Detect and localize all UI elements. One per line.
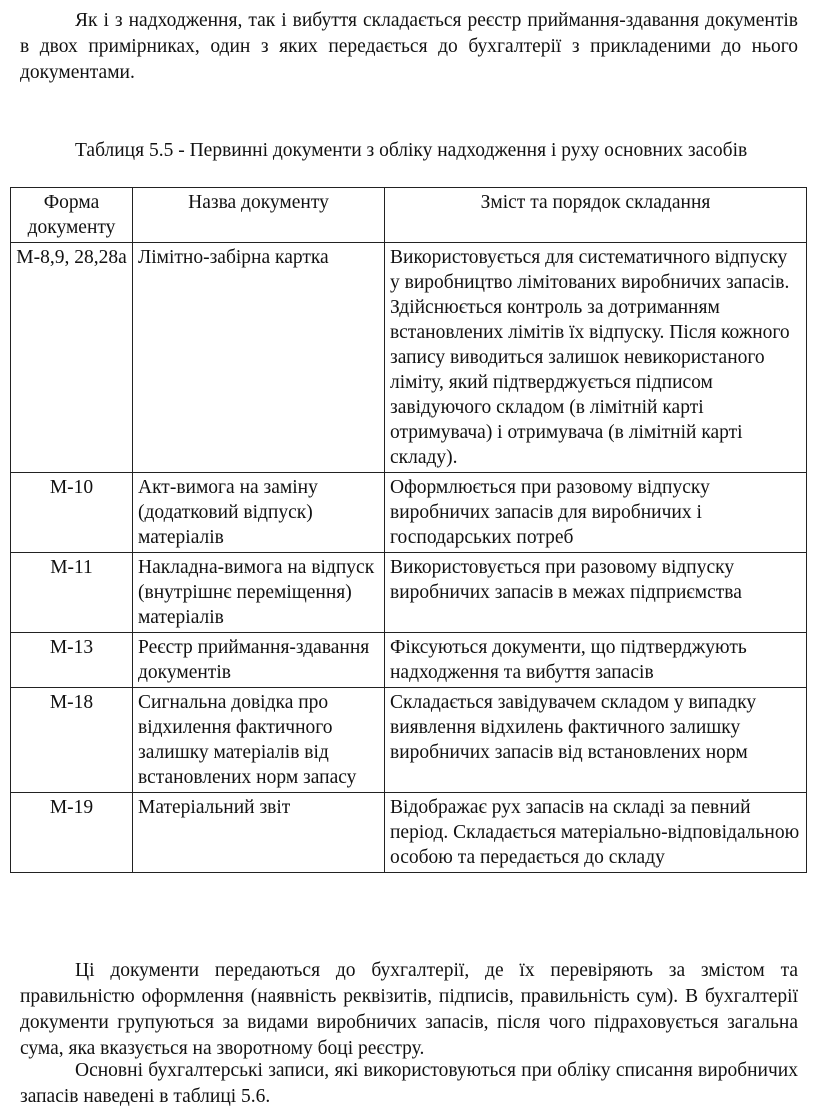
header-content: Зміст та порядок складання — [385, 188, 807, 243]
cell-content: Складається завідувачем складом у випадку виявлення відхилень фактичного залишку виробничих запасів від встановлених норм — [385, 688, 807, 793]
cell-content: Оформлюється при разовому відпуску виробничих запасів для виробничих і господарських потреб — [385, 473, 807, 553]
cell-form: М-18 — [11, 688, 133, 793]
header-form: Форма документу — [11, 188, 133, 243]
cell-form: М-10 — [11, 473, 133, 553]
cell-content: Фіксуються документи, що підтверджують надходження та вибуття запасів — [385, 633, 807, 688]
table-row — [11, 553, 807, 633]
header-name: Назва документу — [133, 188, 385, 243]
table-row — [11, 473, 807, 553]
cell-name: Матеріальний звіт — [133, 793, 385, 873]
cell-content: Використовується при разовому відпуску виробничих запасів в межах підприємства — [385, 553, 807, 633]
paragraph-3: Основні бухгалтерські записи, які використовуються при обліку списання виробничих запасів наведені в таблиці 5.6. — [20, 1060, 798, 1107]
cell-name: Акт-вимога на заміну (додатковий відпуск) матеріалів — [133, 473, 385, 553]
cell-name: Лімітно-забірна картка — [133, 243, 385, 473]
cell-content: Використовується для систематичного відпуску у виробництво лімітованих виробничих запасів. Здійснюється контроль за дотриманням встановлених лімітів їх відпуску. Після кожного запису виводиться залишок невикористаного ліміту, який підтверджується підписом завідуючого складом (в лімітній карті отримувача) і отримувача (в лімітній карті складу). — [385, 243, 807, 473]
paragraph-2: Ці документи передаються до бухгалтерії, де їх перевіряють за змістом та правильністю оформлення (наявність реквізитів, підписів, правильність сум). В бухгалтерії документи групуються за видами виробничих запасів, після чого підраховується загальна сума, яка вказується на зворотному боці реєстру. — [20, 960, 798, 1059]
cell-name: Реєстр приймання-здавання документів — [133, 633, 385, 688]
cell-form: М-19 — [11, 793, 133, 873]
table-caption: Таблиця 5.5 - Первинні документи з обліку надходження і руху основних засобів — [75, 140, 748, 161]
cell-form: М-8,9, 28,28а — [11, 243, 133, 473]
table-row — [11, 243, 807, 473]
cell-name: Накладна-вимога на відпуск (внутрішнє переміщення) матеріалів — [133, 553, 385, 633]
table-row — [11, 633, 807, 688]
cell-content: Відображає рух запасів на складі за певний період. Складається матеріально-відповідальною особою та передається до складу — [385, 793, 807, 873]
cell-name: Сигнальна довідка про відхилення фактичного залишку матеріалів від встановлених норм запасу — [133, 688, 385, 793]
table-header-row — [11, 188, 807, 243]
cell-form: М-11 — [11, 553, 133, 633]
table-row — [11, 688, 807, 793]
documents-table — [10, 187, 807, 873]
table-row — [11, 793, 807, 873]
cell-form: М-13 — [11, 633, 133, 688]
intro-paragraph: Як і з надходження, так і вибуття складається реєстр приймання-здавання документів в двох примірниках, один з яких передається до бухгалтерії з прикладеними до нього документами. — [20, 10, 798, 83]
